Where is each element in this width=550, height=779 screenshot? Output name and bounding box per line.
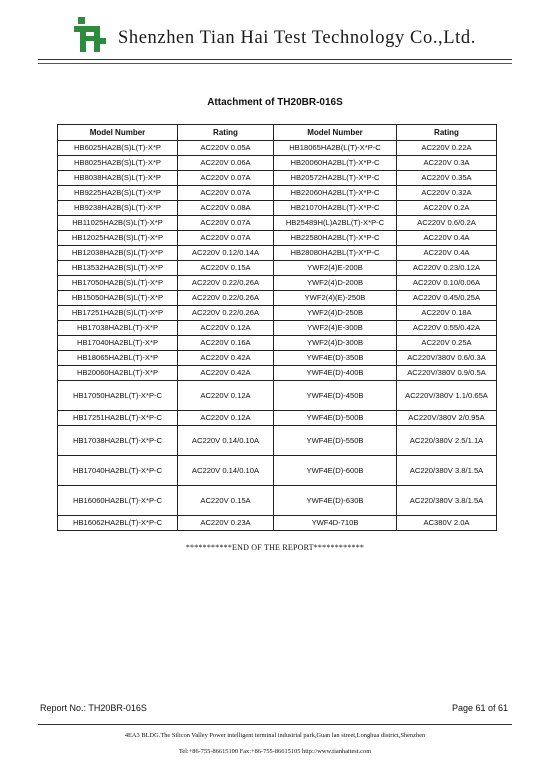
model-number-cell: HB28080HA2BL(T)-X*P-C (274, 246, 397, 261)
rating-cell: AC220V/380V 0.9/0.5A (397, 366, 497, 381)
model-number-cell: YWF2(4)E-300B (274, 321, 397, 336)
model-number-cell: HB17050HA2BL(T)-X*P-C (58, 381, 178, 411)
rating-cell: AC220/380V 3.8/1.5A (397, 486, 497, 516)
table-row (58, 486, 497, 516)
model-number-cell: HB16060HA2BL(T)-X*P-C (58, 486, 178, 516)
rating-cell: AC220V 0.05A (178, 141, 274, 156)
model-number-cell: HB20572HA2BL(T)-X*P-C (274, 171, 397, 186)
model-rating-table (57, 124, 497, 531)
model-number-cell: YWF2(4)D-250B (274, 306, 397, 321)
column-header: Rating (397, 125, 497, 141)
table-row (58, 156, 497, 171)
rating-cell: AC220V 0.06A (178, 156, 274, 171)
model-number-cell: HB12025HA2B(S)L(T)-X*P (58, 231, 178, 246)
model-number-cell: HB15050HA2B(S)L(T)-X*P (58, 291, 178, 306)
model-number-cell: HB21070HA2BL(T)-X*P-C (274, 201, 397, 216)
rating-cell: AC220V 0.10/0.06A (397, 276, 497, 291)
table-row (58, 336, 497, 351)
model-number-cell: YWF4E(D)-500B (274, 411, 397, 426)
model-number-cell: HB6025HA2B(S)L(T)-X*P (58, 141, 178, 156)
table-row (58, 216, 497, 231)
model-number-cell: HB18065HA2B(L(T)-X*P-C (274, 141, 397, 156)
model-number-cell: HB13532HA2B(S)L(T)-X*P (58, 261, 178, 276)
model-number-cell: HB17251HA2B(S)L(T)-X*P (58, 306, 178, 321)
table-row (58, 291, 497, 306)
rating-cell: AC220V 0.6/0.2A (397, 216, 497, 231)
model-number-cell: HB17040HA2BL(T)-X*P (58, 336, 178, 351)
rating-cell: AC380V 2.0A (397, 516, 497, 531)
model-number-cell: HB9225HA2B(S)L(T)-X*P (58, 186, 178, 201)
model-number-cell: HB12038HA2B(S)L(T)-X*P (58, 246, 178, 261)
table-row (58, 141, 497, 156)
header-divider-thin (38, 63, 512, 64)
model-number-cell: HB18065HA2BL(T)-X*P (58, 351, 178, 366)
model-number-cell: HB20060HA2BL(T)-X*P (58, 366, 178, 381)
company-contact: Tel:+86-755-86615100 Fax:+86-755-86615105 http://www.tianhaitest.com (178, 748, 372, 755)
rating-cell: AC220V 0.45/0.25A (397, 291, 497, 306)
table-row (58, 426, 497, 456)
rating-cell: AC220V 0.42A (178, 351, 274, 366)
rating-cell: AC220V/380V 1.1/0.65A (397, 381, 497, 411)
model-number-cell: YWF4E(D)-350B (274, 351, 397, 366)
model-number-cell: HB17040HA2BL(T)-X*P-C (58, 456, 178, 486)
model-number-cell: YWF4D-710B (274, 516, 397, 531)
model-number-cell: HB17050HA2B(S)L(T)-X*P (58, 276, 178, 291)
model-number-cell: HB9238HA2B(S)L(T)-X*P (58, 201, 178, 216)
model-number-cell: HB22580HA2BL(T)-X*P-C (274, 231, 397, 246)
model-number-cell: YWF4E(D)-400B (274, 366, 397, 381)
model-number-cell: HB22060HA2BL(T)-X*P-C (274, 186, 397, 201)
rating-cell: AC220V 0.3A (397, 156, 497, 171)
model-number-cell: YWF2(4)D-200B (274, 276, 397, 291)
rating-cell: AC220V 0.23A (178, 516, 274, 531)
model-number-cell: HB25489H(L)A2BL(T)-X*P-C (274, 216, 397, 231)
table-row (58, 201, 497, 216)
table-row (58, 381, 497, 411)
rating-cell: AC220V 0.12/0.14A (178, 246, 274, 261)
rating-cell: AC220V 0.2A (397, 201, 497, 216)
rating-cell: AC220V 0.12A (178, 411, 274, 426)
column-header: Model Number (58, 125, 178, 141)
model-number-cell: YWF2(4)(E)-250B (274, 291, 397, 306)
company-name: Shenzhen Tian Hai Test Technology Co.,Ltd. (118, 28, 476, 48)
rating-cell: AC220V 0.15A (178, 261, 274, 276)
model-number-cell: HB17251HA2BL(T)-X*P-C (58, 411, 178, 426)
rating-cell: AC220V 0.22A (397, 141, 497, 156)
table-header-row (58, 125, 497, 141)
table-row (58, 171, 497, 186)
rating-cell: AC220V 0.07A (178, 231, 274, 246)
model-number-cell: YWF2(4)E-200B (274, 261, 397, 276)
company-address: 4EA3 BLDG.The Silicon Valley Power intelligent terminal industrial park,Guan lan street,Longhua district,Shenzhen (124, 732, 426, 739)
rating-cell: AC220V 0.14/0.10A (178, 426, 274, 456)
model-number-cell: YWF2(4)D-300B (274, 336, 397, 351)
rating-cell: AC220V 0.32A (397, 186, 497, 201)
table-row (58, 186, 497, 201)
rating-cell: AC220V 0.25A (397, 336, 497, 351)
end-of-report: ***********END OF THE REPORT************ (185, 543, 365, 552)
page-number: Page 61 of 61 (451, 703, 508, 713)
rating-cell: AC220V 0.4A (397, 231, 497, 246)
attachment-title: Attachment of TH20BR-016S (207, 97, 343, 108)
model-number-cell: YWF4E(D)-600B (274, 456, 397, 486)
model-number-cell: HB11025HA2B(S)L(T)-X*P (58, 216, 178, 231)
table-row (58, 261, 497, 276)
rating-cell: AC220V 0.07A (178, 186, 274, 201)
table-row (58, 231, 497, 246)
report-number: Report No.: TH20BR-016S (40, 703, 147, 713)
rating-cell: AC220V 0.23/0.12A (397, 261, 497, 276)
model-number-cell: HB16062HA2BL(T)-X*P-C (58, 516, 178, 531)
model-number-cell: HB17038HA2BL(T)-X*P-C (58, 426, 178, 456)
rating-cell: AC220V 0.07A (178, 171, 274, 186)
model-number-cell: HB8038HA2B(S)L(T)-X*P (58, 171, 178, 186)
header-divider (38, 59, 512, 60)
table-row (58, 276, 497, 291)
rating-cell: AC220V 0.12A (178, 381, 274, 411)
rating-cell: AC220V/380V 2/0.95A (397, 411, 497, 426)
rating-cell: AC220V 0.16A (178, 336, 274, 351)
table-row (58, 306, 497, 321)
th-logo-icon (72, 14, 108, 54)
model-number-cell: HB20060HA2BL(T)-X*P-C (274, 156, 397, 171)
rating-cell: AC220V 0.22/0.26A (178, 276, 274, 291)
rating-cell: AC220/380V 3.8/1.5A (397, 456, 497, 486)
model-number-cell: YWF4E(D)-450B (274, 381, 397, 411)
rating-cell: AC220V 0.55/0.42A (397, 321, 497, 336)
rating-cell: AC220V/380V 0.6/0.3A (397, 351, 497, 366)
table-row (58, 456, 497, 486)
rating-cell: AC220V 0.35A (397, 171, 497, 186)
model-number-cell: HB17038HA2BL(T)-X*P (58, 321, 178, 336)
column-header: Model Number (274, 125, 397, 141)
model-number-cell: HB8025HA2B(S)L(T)-X*P (58, 156, 178, 171)
table-row (58, 366, 497, 381)
rating-cell: AC220V 0.22/0.26A (178, 291, 274, 306)
rating-cell: AC220V 0.08A (178, 201, 274, 216)
rating-cell: AC220V 0.4A (397, 246, 497, 261)
model-number-cell: YWF4E(D)-550B (274, 426, 397, 456)
table-row (58, 516, 497, 531)
model-number-cell: YWF4E(D)-630B (274, 486, 397, 516)
rating-cell: AC220/380V 2.5/1.1A (397, 426, 497, 456)
column-header: Rating (178, 125, 274, 141)
rating-cell: AC220V 0.07A (178, 216, 274, 231)
rating-cell: AC220V 0.18A (397, 306, 497, 321)
table-row (58, 321, 497, 336)
rating-cell: AC220V 0.12A (178, 321, 274, 336)
rating-cell: AC220V 0.15A (178, 486, 274, 516)
footer-divider (38, 724, 512, 725)
rating-cell: AC220V 0.22/0.26A (178, 306, 274, 321)
table-row (58, 351, 497, 366)
rating-cell: AC220V 0.14/0.10A (178, 456, 274, 486)
table-row (58, 246, 497, 261)
table-row (58, 411, 497, 426)
rating-cell: AC220V 0.42A (178, 366, 274, 381)
